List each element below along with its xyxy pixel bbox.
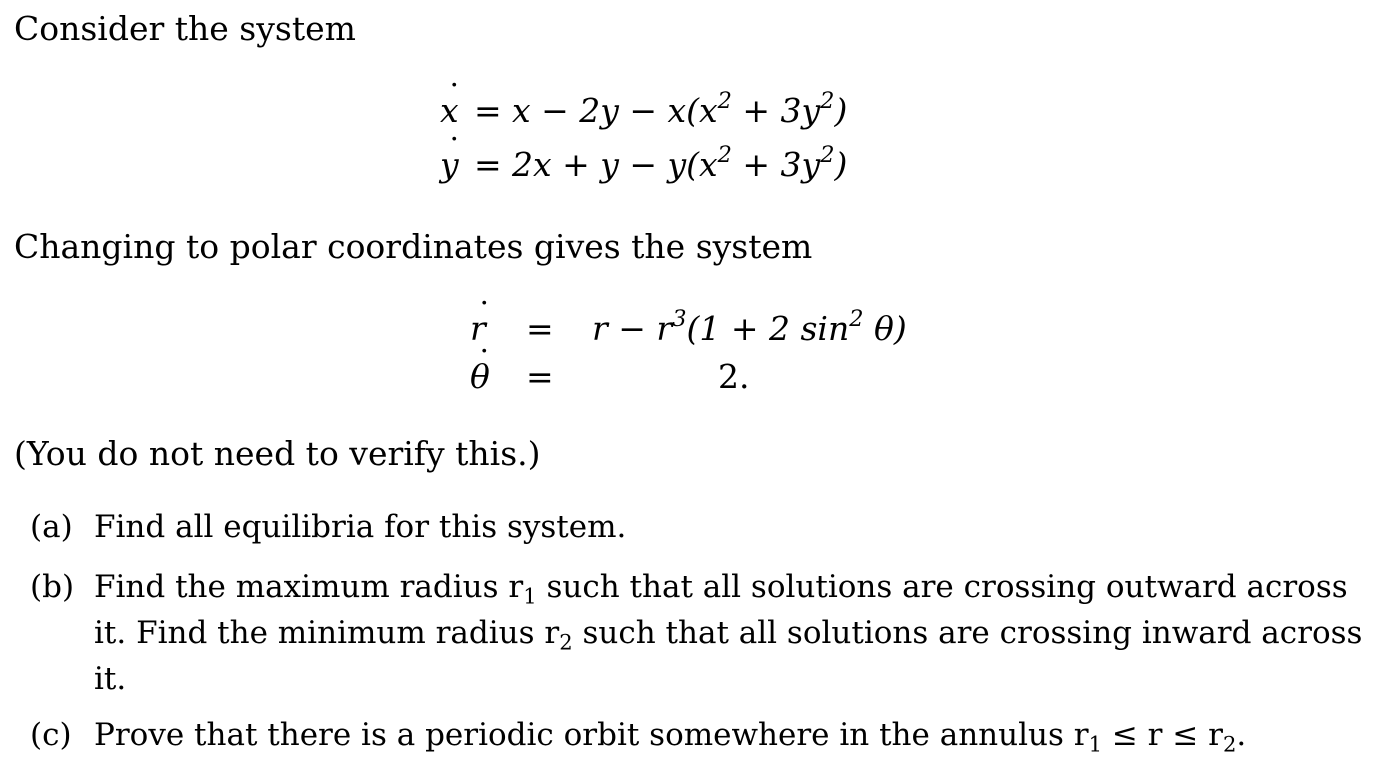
polar-intro-text: Changing to polar coordinates gives the system	[14, 227, 813, 266]
equals-sign: =	[526, 309, 554, 348]
item-text-a: Find all equilibria for this system.	[94, 509, 627, 545]
equation-lhs: θ ˙	[470, 360, 490, 393]
equals-sign: =	[526, 357, 554, 396]
equation-rhs: $2x + y - y(x^2 + 3y^2)$	[512, 142, 848, 184]
equation-rhs: $r - r^3(1 + 2$ $\sin^2 \theta$)	[592, 306, 907, 348]
equation-lhs: x ˙	[440, 94, 459, 127]
note-text: (You do not need to verify this.)	[14, 434, 541, 473]
equation-lhs: r ˙	[470, 312, 486, 345]
item-label-c: (c)	[30, 717, 72, 753]
item-label-a: (a)	[30, 509, 73, 545]
item-label-b: (b)	[30, 569, 75, 605]
intro-text: Consider the system	[14, 9, 356, 48]
equation-rhs: $x - 2y - x(x^2 + 3y^2)$	[512, 88, 848, 130]
equation-lhs: y ˙	[440, 148, 459, 181]
item-text-b-line3: it.	[94, 661, 127, 697]
item-text-b-line2: it. Find the minimum radius $r_2$ such that all solutions are crossing inward across	[94, 615, 1363, 655]
item-text-c: Prove that there is a periodic orbit somewhere in the annulus $r_1 \le r \le r_2$.	[94, 717, 1247, 757]
equals-sign: =	[474, 145, 502, 184]
equation-rhs: 2.	[718, 357, 750, 396]
equals-sign: =	[474, 91, 502, 130]
item-text-b-line1: Find the maximum radius $r_1$ such that all solutions are crossing outward across	[94, 569, 1348, 609]
